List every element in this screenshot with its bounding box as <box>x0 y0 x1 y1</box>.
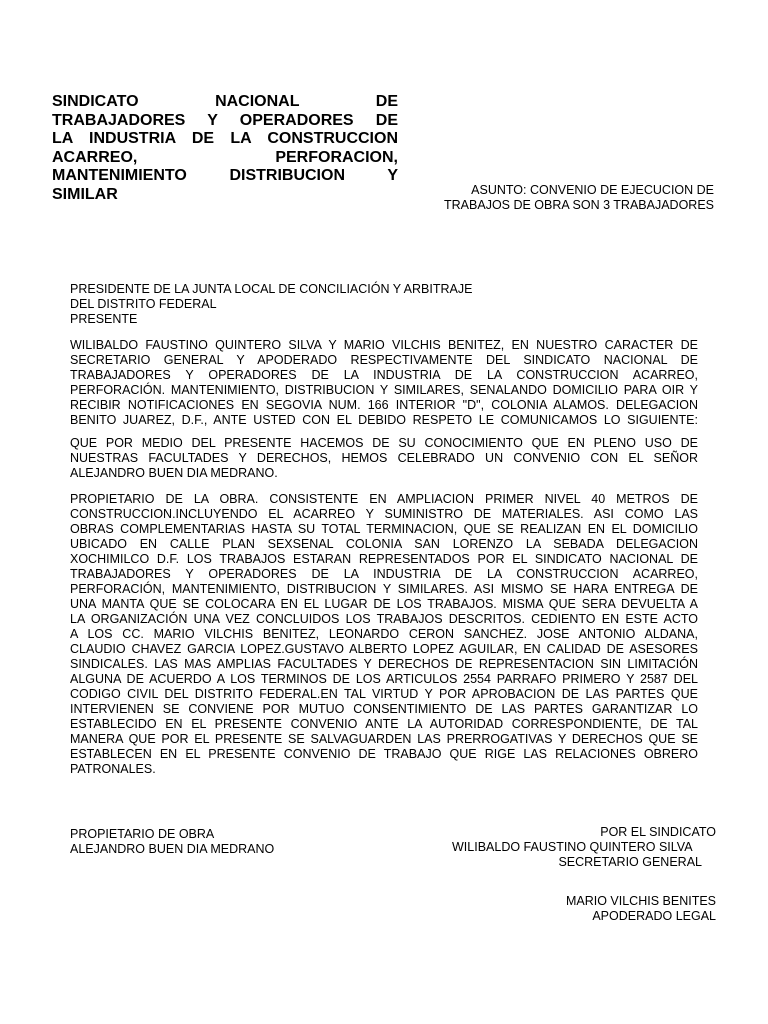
title-line: SINDICATO NACIONAL DE <box>52 93 398 110</box>
paragraph-line: PERFORACIÓN. MANTENIMIENTO, DISTRIBUCION Y SIMILARES, SENALANDO DOMICILIO PARA OIR Y <box>70 383 698 397</box>
paragraph-line: UNA MANTA QUE SE COLOCARA EN EL LUGAR DE LOS TRABAJOS. MISMA QUE SERA DEVUELTA A <box>70 597 698 611</box>
owner-name: ALEJANDRO BUEN DIA MEDRANO <box>70 842 275 856</box>
union-signature-block <box>420 825 716 870</box>
paragraph-line: CLAUDIO CHAVEZ GARCIA LOPEZ.GUSTAVO ALBERTO LOPEZ AGUILAR, EN CALIDAD DE ASESORES <box>70 642 698 656</box>
paragraph-line: SINDICALES. LAS MAS AMPLIAS FACULTADES Y DERECHOS DE REPRESENTACION SIN LIMITACIÓN <box>70 657 698 671</box>
paragraph-line: BENITO JUAREZ, D.F., ANTE USTED CON EL DEBIDO RESPETO LE COMUNICAMOS LO SIGUIENTE: <box>70 413 698 427</box>
recipient-block <box>70 282 590 327</box>
paragraph-line: MANERA QUE POR EL PRESENTE SE SALVAGUARDEN LAS PRERROGATIVAS Y DERECHOS QUE SE <box>70 732 698 746</box>
paragraph-line: ESTABLECIDO EN EL PRESENTE CONVENIO ANTE LA AUTORIDAD CORRESPONDIENTE, DE TAL <box>70 717 698 731</box>
paragraph-agreement <box>70 436 698 481</box>
paragraph-intro <box>70 338 698 428</box>
paragraph-line: A LOS CC. MARIO VILCHIS BENITEZ, LEONARDO CERON SANCHEZ. JOSE ANTONIO ALDANA, <box>70 627 698 641</box>
paragraph-line: TRABAJADORES Y OPERADORES DE LA INDUSTRIA DE LA CONSTRUCCION ACARREO, <box>70 368 698 382</box>
title-line: MANTENIMIENTO DISTRIBUCION Y <box>52 167 398 184</box>
paragraph-line: INTERVIENEN SE CONVIENE POR MUTUO CONSENTIMIENTO DE LAS PARTES GARANTIZAR LO <box>70 702 698 716</box>
paragraph-line: LA ORGANIZACIÓN UNA VEZ CONCLUIDOS LOS TRABAJOS DESCRITOS. CEDIENTO EN ESTE ACTO <box>70 612 698 626</box>
title-line: LA INDUSTRIA DE LA CONSTRUCCION <box>52 130 398 147</box>
paragraph-line: PROPIETARIO DE LA OBRA. CONSISTENTE EN AMPLIACION PRIMER NIVEL 40 METROS DE <box>70 492 698 506</box>
agent-signature-block <box>420 894 716 924</box>
paragraph-details <box>70 492 698 777</box>
subject-block <box>405 183 714 213</box>
title-line: SIMILAR <box>52 185 118 203</box>
paragraph-line: RECIBIR NOTIFICACIONES EN SEGOVIA NUM. 166 INTERIOR "D", COLONIA ALAMOS. DELEGACION <box>70 398 698 412</box>
document-title <box>52 93 398 204</box>
union-signatory-name: WILIBALDO FAUSTINO QUINTERO SILVA <box>452 840 693 854</box>
paragraph-line: NUESTRAS FACULTADES Y DERECHOS, HEMOS CELEBRADO UN CONVENIO CON EL SEÑOR <box>70 451 698 465</box>
paragraph-line: UBICADO EN CALLE PLAN SEXSENAL COLONIA SAN LORENZO LA SEBADA DELEGACION <box>70 537 698 551</box>
paragraph-line: ESTABLECEN EN EL PRESENTE CONVENIO DE TRABAJO QUE RIGE LAS RELACIONES OBRERO <box>70 747 698 761</box>
title-line: TRABAJADORES Y OPERADORES DE <box>52 111 398 129</box>
subject-line: TRABAJOS DE OBRA SON 3 TRABAJADORES <box>444 198 714 212</box>
paragraph-line: PATRONALES. <box>70 762 156 776</box>
union-signatory-role: SECRETARIO GENERAL <box>558 855 702 869</box>
paragraph-line: WILIBALDO FAUSTINO QUINTERO SILVA Y MARIO VILCHIS BENITEZ, EN NUESTRO CARACTER DE <box>70 338 698 352</box>
paragraph-line: PERFORACIÓN, MANTENIMIENTO, DISTRIBUCION Y SIMILARES. ASI MISMO SE HARA ENTREGA DE <box>70 582 698 596</box>
agent-name: MARIO VILCHIS BENITES <box>565 894 716 908</box>
paragraph-line: CODIGO CIVIL DEL DISTRITO FEDERAL.EN TAL VIRTUD Y POR APROBACION DE LAS PARTES QUE <box>70 687 698 701</box>
recipient-line: PRESIDENTE DE LA JUNTA LOCAL DE CONCILIACIÓN Y ARBITRAJE <box>70 282 473 296</box>
paragraph-line: TRABAJADORES Y OPERADORES DE LA INDUSTRIA DE LA CONSTRUCCION ACARREO, <box>70 567 698 581</box>
recipient-line: DEL DISTRITO FEDERAL <box>70 297 217 311</box>
paragraph-line: CONSTRUCCION.INCLUYENDO EL ACARREO Y SUMINISTRO DE MATERIALES. ASI COMO LAS <box>70 507 698 521</box>
subject-line: ASUNTO: CONVENIO DE EJECUCION DE <box>471 183 714 197</box>
owner-signature-block <box>70 827 274 857</box>
union-label: POR EL SINDICATO <box>600 825 716 839</box>
paragraph-line: XOCHIMILCO D.F. LOS TRABAJOS ESTARAN REPRESENTADOS POR EL SINDICATO NACIONAL DE <box>70 552 698 566</box>
agent-role: APODERADO LEGAL <box>592 909 716 923</box>
recipient-line: PRESENTE <box>70 312 138 326</box>
title-line: ACARREO, PERFORACION, <box>52 148 398 166</box>
paragraph-line: OBRAS COMPLEMENTARIAS HASTA SU TOTAL TERMINACION, QUE SE REALIZAN EN EL DOMICILIO <box>70 522 698 536</box>
paragraph-line: ALGUNA DE ACUERDO A LOS TERMINOS DE LOS ARTICULOS 2554 PARRAFO PRIMERO Y 2587 DEL <box>70 672 698 686</box>
paragraph-line: SECRETARIO GENERAL Y APODERADO RESPECTIVAMENTE DEL SINDICATO NACIONAL DE <box>70 353 698 367</box>
paragraph-line: QUE POR MEDIO DEL PRESENTE HACEMOS DE SU CONOCIMIENTO QUE EN PLENO USO DE <box>70 436 698 450</box>
owner-role: PROPIETARIO DE OBRA <box>70 827 215 841</box>
paragraph-line: ALEJANDRO BUEN DIA MEDRANO. <box>70 466 278 480</box>
